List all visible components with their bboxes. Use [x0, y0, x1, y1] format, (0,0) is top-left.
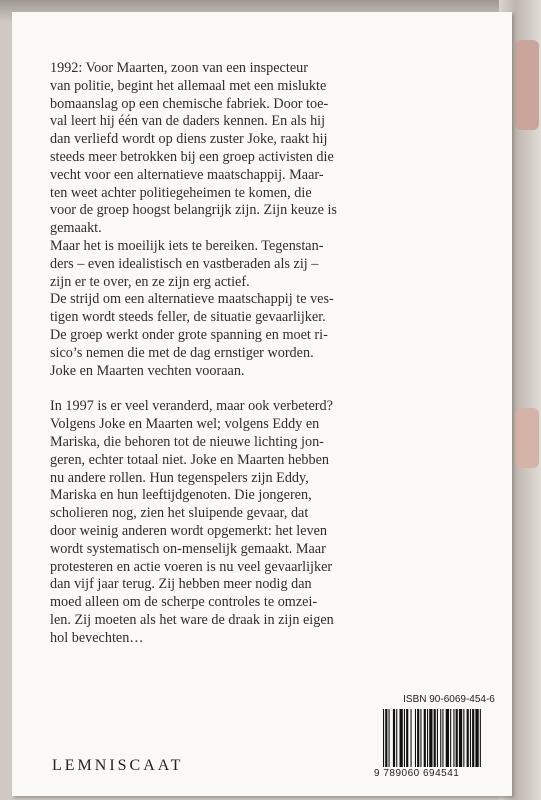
text-line: len. Zij moeten als het ware de draak in zijn eigen: [50, 611, 334, 628]
barcode-area: [368, 694, 520, 786]
text-line: De strijd om een alternatieve maatschappij te ves-: [50, 291, 334, 308]
text-line: dan vijf jaar terug. Zij hebben meer nodig dan: [50, 576, 312, 593]
text-line: protesteren en actie voeren is nu veel gevaarlijker: [50, 558, 333, 575]
text-line: tigen wordt steeds feller, de situatie gevaarlijker.: [50, 309, 326, 326]
text-line: ten weet achter politiegeheimen te komen, die: [50, 184, 312, 201]
paragraph-one: [50, 60, 346, 380]
text-line: sico’s nemen die met de dag ernstiger worden.: [50, 344, 314, 361]
text-line: geren, echter totaal niet. Joke en Maarten hebben: [50, 451, 329, 468]
text-line: wordt systematisch on-menselijk gemaakt. Maar: [50, 540, 326, 557]
blurb-text: [50, 60, 346, 648]
text-line: zijn er te over, en ze zijn erg actief.: [50, 273, 250, 290]
text-line: door weinig anderen wordt opgemerkt: het leven: [50, 522, 328, 539]
barcode: [383, 709, 515, 767]
text-line: nu andere rollen. Hun tegenspelers zijn Eddy,: [50, 469, 309, 486]
edge-accent: [515, 408, 539, 468]
paragraph-two: [50, 398, 346, 647]
text-line: gemaakt.: [50, 220, 102, 237]
text-line: De groep werkt onder grote spanning en moet ri-: [50, 326, 328, 343]
isbn-label: ISBN 90-6069-454-6: [403, 694, 495, 705]
text-line: vecht voor een alternatieve maatschappij. Maar-: [50, 166, 324, 183]
paragraph-gap: [50, 380, 346, 398]
barcode-number: 9 789060 694541: [374, 768, 460, 779]
text-line: moed alleen om de scherpe controles te omzei-: [50, 594, 318, 611]
text-line: hol bevechten…: [50, 629, 144, 646]
text-line: Maar het is moeilijk iets te bereiken. Tegenstan-: [50, 237, 324, 254]
text-line: ders – even idealistisch en vastberaden als zij –: [50, 255, 319, 272]
text-line: steeds meer betrokken bij een groep activisten die: [50, 148, 334, 165]
publisher-name: LEMNISCAAT: [52, 757, 184, 774]
text-line: bomaanslag op een chemische fabriek. Door toe-: [50, 95, 329, 112]
text-line: Mariska, die behoren tot de nieuwe lichting jon-: [50, 433, 324, 450]
edge-accent: [515, 40, 539, 130]
text-line: Joke en Maarten vechten vooraan.: [50, 362, 245, 379]
text-line: van politie, begint het allemaal met een mislukte: [50, 77, 327, 94]
text-line: Mariska en hun leeftijdgenoten. Die jongeren,: [50, 487, 312, 504]
text-line: 1992: Voor Maarten, zoon van een inspecteur: [50, 60, 308, 76]
text-line: dan verliefd wordt op diens zuster Joke, raakt hij: [50, 131, 328, 148]
text-line: val leert hij één van de daders kennen. En als hij: [50, 113, 326, 130]
text-line: Volgens Joke en Maarten wel; volgens Eddy en: [50, 416, 320, 433]
text-line: In 1997 is er veel veranderd, maar ook verbeterd?: [50, 398, 333, 415]
text-line: voor de groep hoogst belangrijk zijn. Zijn keuze is: [50, 202, 337, 219]
text-line: scholieren nog, zien het sluipende gevaar, dat: [50, 505, 309, 522]
